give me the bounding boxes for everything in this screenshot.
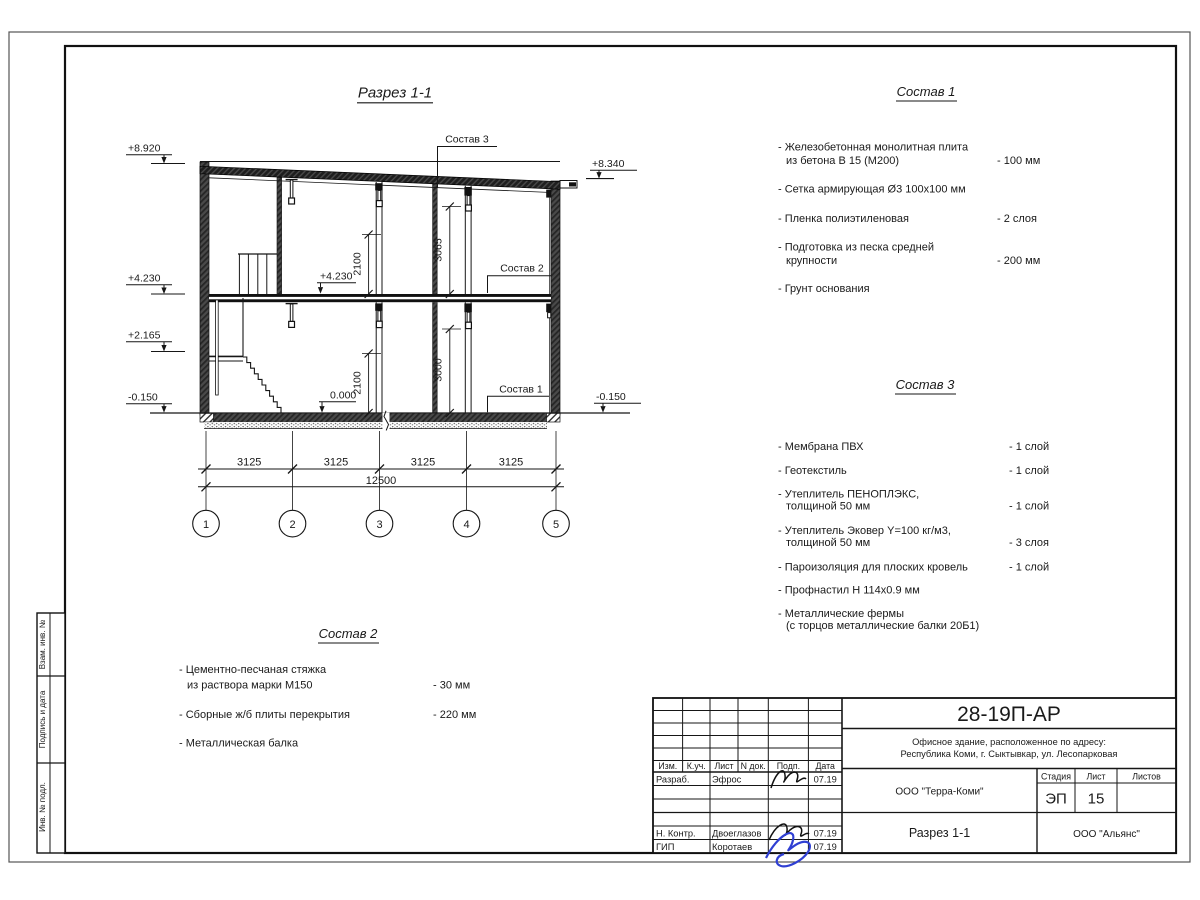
doc-code: 28-19П-АР <box>957 703 1061 726</box>
list-item: - Железобетонная монолитная плита <box>778 141 969 154</box>
grid-axes <box>193 431 570 537</box>
col-data: Дата <box>815 761 835 771</box>
side-attribute-boxes <box>37 613 65 853</box>
list-item: (с торцов металлические балки 20Б1) <box>786 620 980 632</box>
list-value: - 200 мм <box>997 255 1041 267</box>
org-name: ООО "Терра-Коми" <box>895 786 984 798</box>
nkontr-label: Н. Контр. <box>656 828 696 839</box>
axis-4: 4 <box>463 519 470 531</box>
list-item: - Геотекстиль <box>778 465 847 477</box>
elevation-base-right: -0.150 <box>596 391 626 403</box>
elevation-mark <box>594 391 641 413</box>
elevation-mark <box>126 273 185 295</box>
leader-sostav3: Состав 3 <box>445 133 489 146</box>
left-exterior-wall <box>200 162 209 415</box>
list-item: - Сетка армирующая Ø3 100х100 мм <box>778 183 966 196</box>
stamp-sheet-title: Разрез 1-1 <box>908 826 971 840</box>
partition-axis3-2f <box>375 182 382 294</box>
col-podp: Подп. <box>776 761 801 771</box>
razrab-name: Эфрос <box>712 774 742 785</box>
staircase <box>209 254 281 413</box>
beam-right-2f <box>546 190 551 294</box>
list-value: - 1 слой <box>1009 465 1050 477</box>
list-item: - Цементно-песчаная стяжка <box>179 664 327 676</box>
elevation-top-left: +8.920 <box>128 142 161 155</box>
elevation-landing-left: +2.165 <box>128 329 161 342</box>
eaves-gutter-block <box>569 182 576 186</box>
list-value: - 30 мм <box>433 679 471 692</box>
hanger-axis2-1f <box>286 304 298 328</box>
elevation-mark <box>317 271 356 294</box>
axis-5: 5 <box>552 519 560 531</box>
dim-door1: 2100 <box>351 371 364 395</box>
elevation-mark <box>126 330 185 352</box>
list-item: - Подготовка из песка средней <box>778 241 934 254</box>
nkontr-date: 07.19 <box>813 828 837 839</box>
stage-value: ЭП <box>1045 790 1067 808</box>
list-value: - 1 слой <box>1009 441 1050 453</box>
axis-bubbles <box>193 510 570 537</box>
list-item: - Сборные ж/б плиты перекрытия <box>179 709 350 721</box>
list-item: крупности <box>786 255 838 267</box>
list-value: - 100 мм <box>997 155 1041 167</box>
list-item: - Мембрана ПВХ <box>778 441 864 453</box>
list-sostav2 <box>179 626 476 750</box>
sheets-label: Листов <box>1132 771 1161 782</box>
contractor-name: ООО "Альянс" <box>1073 829 1140 840</box>
title-block <box>653 698 1176 866</box>
list-item: - Профнастил Н 114х0.9 мм <box>778 584 920 597</box>
dim-bay-3: 3125 <box>410 456 436 469</box>
list-value: - 220 мм <box>433 709 477 721</box>
list-title: Состав 3 <box>895 377 955 392</box>
elevation-floor2-left: +4.230 <box>128 272 161 285</box>
list-item: из раствора марки М150 <box>187 679 313 692</box>
list-item: толщиной 50 мм <box>786 537 871 549</box>
list-item: толщиной 50 мм <box>786 500 871 513</box>
elevation-zero-inner: 0.000 <box>330 389 357 402</box>
object-line2: Республика Коми, г. Сыктывкар, ул. Лесопарковая <box>900 749 1118 759</box>
elevation-mark <box>126 392 172 413</box>
leader-sostav1: Состав 1 <box>499 383 543 396</box>
axis-1: 1 <box>202 519 210 531</box>
col-list: Лист <box>714 761 734 771</box>
right-exterior-wall <box>551 181 560 415</box>
elevation-mark <box>126 143 185 164</box>
dim-bay-2: 3125 <box>323 456 349 469</box>
dim-door2: 2100 <box>351 252 364 276</box>
sheet-label: Лист <box>1086 771 1106 782</box>
interior-dimensions <box>352 203 462 418</box>
elevation-floor2-inner: +4.230 <box>320 270 353 283</box>
hanger-axis2-2f <box>286 180 298 204</box>
list-title: Состав 2 <box>318 626 378 641</box>
sheet-number: 15 <box>1087 790 1105 808</box>
object-line1: Офисное здание, расположенное по адресу: <box>912 737 1106 747</box>
axis-3: 3 <box>376 519 383 531</box>
list-value: - 3 слоя <box>1009 537 1050 549</box>
elevation-top-right: +8.340 <box>592 158 625 170</box>
side-label-podpis: Подпись и дата <box>38 690 47 749</box>
dim-height2: 3065 <box>432 238 445 262</box>
dim-height1: 3000 <box>432 358 445 382</box>
razrab-date: 07.19 <box>813 774 837 785</box>
gip-date: 07.19 <box>813 842 837 852</box>
list-title: Состав 1 <box>896 84 956 99</box>
list-value: - 1 слой <box>1009 500 1050 513</box>
gip-name: Коротаев <box>712 842 753 852</box>
nkontr-name: Двоеглазов <box>712 828 762 839</box>
partition-axis4-1f <box>464 302 471 413</box>
list-item: - Металлические фермы <box>778 608 905 620</box>
list-item: - Пленка полиэтиленовая <box>778 213 909 225</box>
elevation-mark <box>586 158 637 179</box>
interior-wall-1f <box>433 302 438 413</box>
partition-axis3-1f <box>375 302 382 413</box>
gip-label: ГИП <box>656 842 675 852</box>
col-izm: Изм. <box>658 761 678 771</box>
list-item: - Утеплитель Эковер Y=100 кг/м3, <box>778 525 951 537</box>
view-title: Разрез 1-1 <box>357 84 433 102</box>
col-ndok: N док. <box>740 761 766 771</box>
leader-sostav2: Состав 2 <box>500 262 544 275</box>
floor2-slab <box>209 294 551 302</box>
side-label-inv: Инв. № подл. <box>38 782 47 832</box>
stage-label: Стадия <box>1041 771 1071 782</box>
axis-2: 2 <box>289 519 296 531</box>
col-kuch: К.уч. <box>686 761 706 771</box>
list-value: - 2 слоя <box>997 213 1038 225</box>
razrab-label: Разраб. <box>656 774 690 785</box>
partition-axis4-2f <box>464 186 471 294</box>
list-sostav1 <box>778 84 1040 295</box>
dim-bay-1: 3125 <box>236 456 262 469</box>
dim-bay-4: 3125 <box>498 456 524 469</box>
list-item: - Пароизоляция для плоских кровель <box>778 561 968 574</box>
elevation-base-left: -0.150 <box>128 391 158 404</box>
list-value: - 1 слой <box>1009 561 1050 574</box>
stair-wall-2f <box>277 177 282 294</box>
list-item: - Утеплитель ПЕНОПЛЭКС, <box>778 488 920 501</box>
list-item: - Металлическая балка <box>179 737 299 750</box>
ground-slab <box>150 411 630 431</box>
dim-total: 12500 <box>365 474 397 487</box>
section-drawing <box>150 85 630 431</box>
list-sostav3 <box>778 377 1049 632</box>
side-label-vzam: Взам. инв. № <box>38 619 47 670</box>
leader-callouts <box>437 134 551 413</box>
list-item: из бетона В 15 (М200) <box>786 155 899 167</box>
list-item: - Грунт основания <box>778 283 870 295</box>
